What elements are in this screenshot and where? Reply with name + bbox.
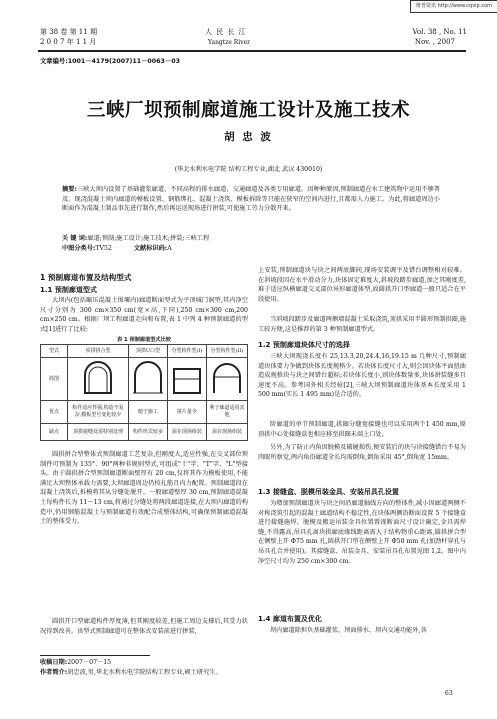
table-cell: 顶拱接缝处需特别处理 xyxy=(68,424,129,441)
comparison-table xyxy=(40,344,248,441)
journal-title-en: Yangtze River xyxy=(208,39,251,46)
left-paragraph-2: 圆拱拼合型整体式预制廊道工艺复杂,但刚度大,适应性强,在交叉部位预制件可预制为 135°、90°两种非规则型式,可组成"十"字、"T"字、"L"型接头。由于圆拱拼合型预制廊道断面壁厚有 20 cm,仅将其作为模板使用,不能满足大坝整体承载力需要,大坝廊道周边仍按扎筋且内力配置。预制廊道段在混凝土浇筑后,拆模将其从分缝处脱开。一般廊道壁厚 30 cm,预制廊道混凝土每构件长为 11～13 cm,将通过分缝处将两段廊道连接,在大坝内廊道的构造中,仍用钢筋混凝土与预制廊道有效配合成整体结构,可确保预制廊道混凝土的整体受力。 xyxy=(40,451,248,526)
table-row xyxy=(41,424,248,441)
section-1-heading: 1 预制廊道布置及结构型式 xyxy=(40,273,132,282)
right-paragraph-7: 坝内廊道除担负基础灌浆、坝面排水、坝内交通功能外,各 xyxy=(270,627,427,634)
left-paragraph-1: 大坝内(包括碾压混凝土围堰内)廊道断面型式为平顶城门洞型,其内净空尺寸分别为 300 cm×350 cm(宽×高,下同),250 cm×300 cm,200 cm×250 cm。根据厂坝工程廊道走向和布置,表 1 中列 4 种预制廊道的型式[1]进行了比较: xyxy=(40,297,248,333)
keywords xyxy=(62,234,440,244)
date-en: Nov. , 2007 xyxy=(414,38,455,46)
author-bio-label: 作者简介: xyxy=(40,669,68,676)
table-header-cell: 型式 xyxy=(41,345,68,358)
table-header-cell: 分型构件型(II) xyxy=(206,345,247,358)
article-number: 文章编号:1001－4179(2007)11－0063－03 xyxy=(40,58,180,65)
author-name: 胡 忠 波 xyxy=(224,131,273,143)
table-cell: 便于施工 xyxy=(128,401,167,424)
table-title: 表 1 预制廊道型式比较 xyxy=(117,337,171,343)
table-header-row xyxy=(41,345,248,358)
diagram-arch-open xyxy=(128,358,167,401)
page-number: 63 xyxy=(445,690,453,697)
volume-en: Vol. 38 , No. 11 xyxy=(412,28,467,36)
table-header-cell: 顶拱U口型 xyxy=(128,345,167,358)
table-header-cell: 分型构件型(I) xyxy=(167,345,206,358)
author-bio-text: 胡忠波,男,华北水利水电学院结构工程专业,硕士研究生。 xyxy=(67,669,222,676)
abstract xyxy=(62,185,440,214)
section-1-3-heading: 1.3 接缝盒、脱模吊装金具、安装吊具孔设置 xyxy=(258,488,399,496)
table-row xyxy=(41,358,248,401)
abstract-text: 三峡大坝内设置了基础灌浆廊道、不同高程的排水廊道、交通廊道及各类专用廊道。因种种原因,预制廊道在水工建筑物中运用不够普及。现浇混凝土坝内廊道的模板设置、钢筋绑扎、混凝土浇筑、模板拆除等只能在狭窄的空间内进行,且都需人力施工。为此,将廊道周边小断面作为混凝土制品事先进行制作,然后再运送现场进行拼装,可使施工劳力分散开来。 xyxy=(62,186,440,213)
date-cn: 2 0 0 7 年 1 1 月 xyxy=(40,38,97,46)
left-paragraph-3: 圆拱开口型廊道构件厚度薄,但其刚度较差,但施工周边支撑后,其受力状况得到改善。该型式预制廊道可在整体式安装前进行拼装, xyxy=(40,618,248,635)
doc-code-label: 文献标识码: xyxy=(133,245,168,252)
table-cell: 优点 xyxy=(41,401,68,424)
table-cell: 构件适应性强,构造不复杂,模板型号变化较少 xyxy=(68,401,129,424)
keywords-label: 关 键 词: xyxy=(62,235,88,242)
classification xyxy=(62,244,440,254)
right-paragraph-2: 当斜坡段踏步及廊道两侧墙混凝土采取浇筑,顶拱采用半圆形预制拱圈,施工较方便,这是推荐的第 3 种预制廊道型式。 xyxy=(258,316,466,333)
header-rule xyxy=(38,50,466,52)
diagram-split-type-2 xyxy=(206,358,247,401)
affiliation: (华北水利水电学院 结构工程专业,湖北 武汉 430010) xyxy=(174,166,323,173)
table-row xyxy=(41,401,248,424)
section-1-4-heading: 1.4 廊道布置及优化 xyxy=(258,615,322,623)
journal-title-cn: 人 民 长 江 xyxy=(205,28,247,36)
right-paragraph-6: 为增加预制廊道块与块之间沿廊道轴线方向的整体性,减小因廊道两侧不对称浇筑引起的混凝土廊道结构不稳定性,在块体两侧沿断面设置 5 个接缝盒进行接缝施焊。脱模及搬运吊装金具位置置视断面尺寸设计确定,金具需焊缝,不得露高,吊具孔离块拱廊底缘线距离需大于结构物重心距离,圆拱拼合型在侧壁上开 Φ75 mm 孔,圆拱开口型在侧壁上开 Φ50 mm 孔(加劲杆穿孔与吊具孔合并使用)。其接缝盒、吊装金具、安装吊具孔布置见图 1,2。图中内净空尺寸均为 250 cm×300 cm。 xyxy=(258,500,466,565)
table-cell: 缺点 xyxy=(41,424,68,441)
right-paragraph-1: 上安装,预制廊道块与块之间两底脚间,现场安装调平及错台调整相对较难。在斜坡段因在水平滑动分力,块体固定难度大,斜坡段踏步廊道,加之其刚度差,难于适应纵横廊道交叉部位异形廊道体型,故圆拱开口型廊道一般只适合在平段使用。 xyxy=(258,267,466,303)
table-cell: 拼片量少 xyxy=(167,401,206,424)
abstract-label: 摘要: xyxy=(62,186,77,193)
section-1-2-heading: 1.2 预制廊道块体尺寸的选择 xyxy=(258,341,350,349)
right-paragraph-3: 三峡大坝现浇长度有 25,13.3,20,24.4,16,19.15 m 几种尺寸,预制廊道块体要力争做到块体长度规格少。若块体长度尺寸大,则会因块体平面扭曲造成规格块与块之间错台超标;若块体长度小,则块体数量多,块体拼装缝多且速度不高。参考国外相关经验[2],三峡大坝预制廊道块体基本长度采用 1 500 mm(实长 1 495 mm)是合适的。 xyxy=(258,353,466,399)
doc-code-value: A xyxy=(167,245,172,252)
table-cell: 需在现场组装 xyxy=(206,424,247,441)
received-value: 2007－07－15 xyxy=(67,659,112,666)
received-date xyxy=(40,658,460,668)
diagram-arch-closed xyxy=(68,358,129,401)
right-paragraph-5: 另外,为了防止内角因脱模及破碰损伤,便安装后的块与块接缝错台不易为肉眼所察觉,两内角沿廊道全长均需倒角,倒角采用 45°,倒角宽 15mm。 xyxy=(258,444,466,461)
table-cell: 简图 xyxy=(41,358,68,401)
diagram-split-type-1 xyxy=(167,358,206,401)
clc-label: 中图分类号: xyxy=(62,245,96,252)
keywords-text: 廊道;预制;施工设计;施工技术;拼装;三峡工程 xyxy=(87,235,210,242)
source-stamp: 维普资讯 http://www.cqvip.com xyxy=(410,0,497,13)
table-cell: 需在现场组装 xyxy=(167,424,206,441)
footnote-rule xyxy=(40,655,150,656)
table-cell: 构件形式较多 xyxy=(128,424,167,441)
table-cell: 利于廊道适用其他 xyxy=(206,401,247,424)
received-label: 收稿日期: xyxy=(40,659,68,666)
volume-cn: 第 38 卷 第 11 期 xyxy=(40,28,97,36)
section-1-1-heading: 1.1 预制廊道型式 xyxy=(40,286,97,294)
table-header-cell: 顶拱拼合型 xyxy=(68,345,129,358)
clc-value: TV52 xyxy=(95,245,112,252)
right-paragraph-4: 阶廊道的单节预制廊道,拱圈分缝宽接缝也可以采用两个1 450 mm,原顶拱中心处接缝盒也相应移至拱圈未端上口处。 xyxy=(258,421,466,438)
article-title: 三峡厂坝预制廊道施工设计及施工技术 xyxy=(86,100,410,121)
author-bio xyxy=(40,668,460,678)
